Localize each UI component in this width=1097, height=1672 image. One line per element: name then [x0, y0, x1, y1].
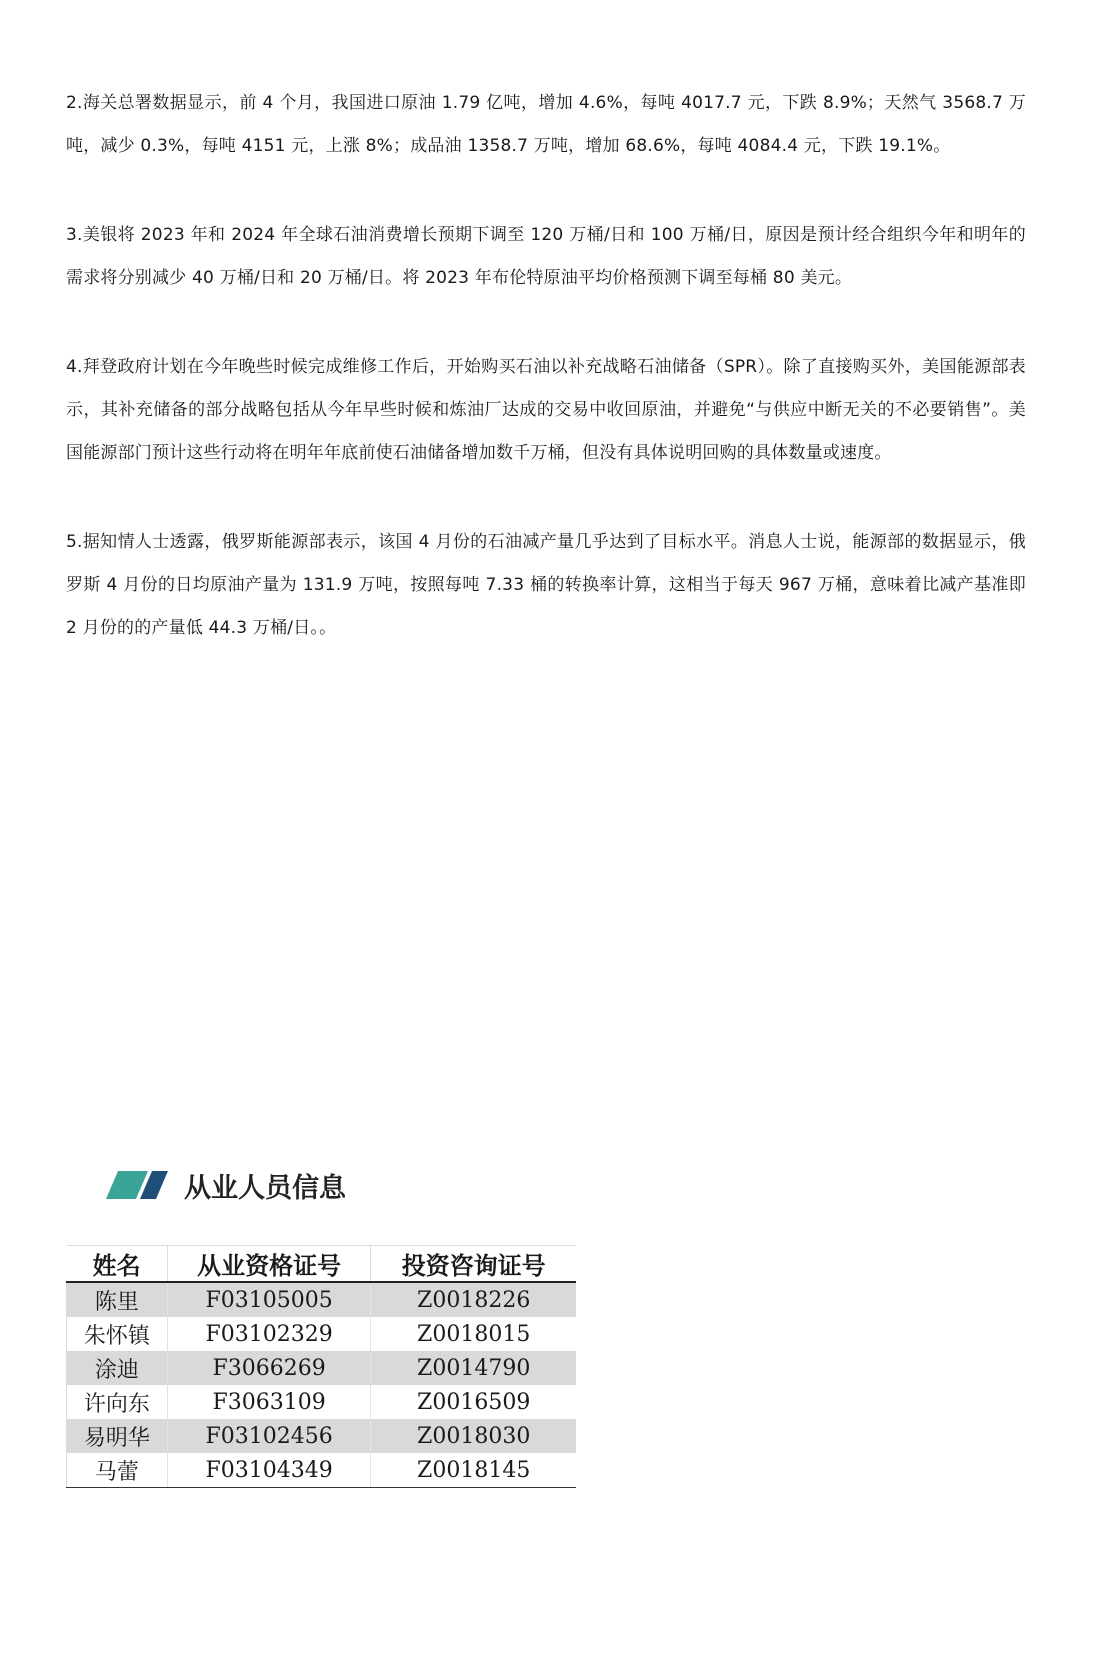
- header-consulting-no: 投资咨询证号: [371, 1246, 576, 1283]
- paragraph-5: 5.据知情人士透露，俄罗斯能源部表示，该国 4 月份的石油减产量几乎达到了目标水平。消息人士说，能源部的数据显示，俄罗斯 4 月份的日均原油产量为 131.9 万吨，按照每吨 7.33 桶的转换率计算，这相当于每天 967 万桶，意味着比减产基准即 2 月份的的产量低 44.3 万桶/日。。: [66, 532, 1026, 638]
- cell-qualification-no: F03105005: [167, 1282, 371, 1317]
- cell-qualification-no: F3066269: [167, 1351, 371, 1385]
- cell-qualification-no: F03102456: [167, 1419, 371, 1453]
- table-row: [67, 1351, 577, 1385]
- paragraph-4: 4.拜登政府计划在今年晚些时候完成维修工作后，开始购买石油以补充战略石油储备（SPR）。除了直接购买外，美国能源部表示，其补充储备的部分战略包括从今年早些时候和炼油厂达成的交易中收回原油，并避免“与供应中断无关的不必要销售”。美国能源部门预计这些行动将在明年年底前使石油储备增加数千万桶，但没有具体说明回购的具体数量或速度。: [66, 357, 1026, 463]
- section-logo-icon: [104, 1169, 170, 1201]
- table-row: [67, 1385, 577, 1419]
- news-paragraphs: [66, 82, 1026, 696]
- cell-consulting-no: Z0018015: [371, 1317, 576, 1351]
- cell-name: 马蕾: [67, 1453, 168, 1488]
- cell-name: 易明华: [67, 1419, 168, 1453]
- section-title: 从业人员信息: [184, 1172, 346, 1204]
- cell-qualification-no: F03102329: [167, 1317, 371, 1351]
- cell-qualification-no: F3063109: [167, 1385, 371, 1419]
- cell-name: 涂迪: [67, 1351, 168, 1385]
- cell-qualification-no: F03104349: [167, 1453, 371, 1488]
- table-row: [67, 1419, 577, 1453]
- staff-section-header: [104, 1168, 346, 1202]
- staff-table: [66, 1245, 576, 1488]
- table-row: [67, 1282, 577, 1317]
- header-name: 姓名: [67, 1246, 168, 1283]
- cell-consulting-no: Z0014790: [371, 1351, 576, 1385]
- paragraph-2: 2.海关总署数据显示，前 4 个月，我国进口原油 1.79 亿吨，增加 4.6%，每吨 4017.7 元，下跌 8.9%；天然气 3568.7 万吨，减少 0.3%，每吨 4151 元，上涨 8%；成品油 1358.7 万吨，增加 68.6%，每吨 4084.4 元，下跌 19.1%。: [66, 93, 1026, 156]
- cell-name: 朱怀镇: [67, 1317, 168, 1351]
- header-qualification-no: 从业资格证号: [167, 1246, 371, 1283]
- cell-consulting-no: Z0016509: [371, 1385, 576, 1419]
- cell-name: 许向东: [67, 1385, 168, 1419]
- paragraph-3: 3.美银将 2023 年和 2024 年全球石油消费增长预期下调至 120 万桶/日和 100 万桶/日，原因是预计经合组织今年和明年的需求将分别减少 40 万桶/日和 20 万桶/日。将 2023 年布伦特原油平均价格预测下调至每桶 80 美元。: [66, 225, 1026, 288]
- cell-consulting-no: Z0018145: [371, 1453, 576, 1488]
- cell-consulting-no: Z0018030: [371, 1419, 576, 1453]
- cell-name: 陈里: [67, 1282, 168, 1317]
- table-row: [67, 1317, 577, 1351]
- table-header-row: [67, 1246, 577, 1283]
- table-row: [67, 1453, 577, 1488]
- cell-consulting-no: Z0018226: [371, 1282, 576, 1317]
